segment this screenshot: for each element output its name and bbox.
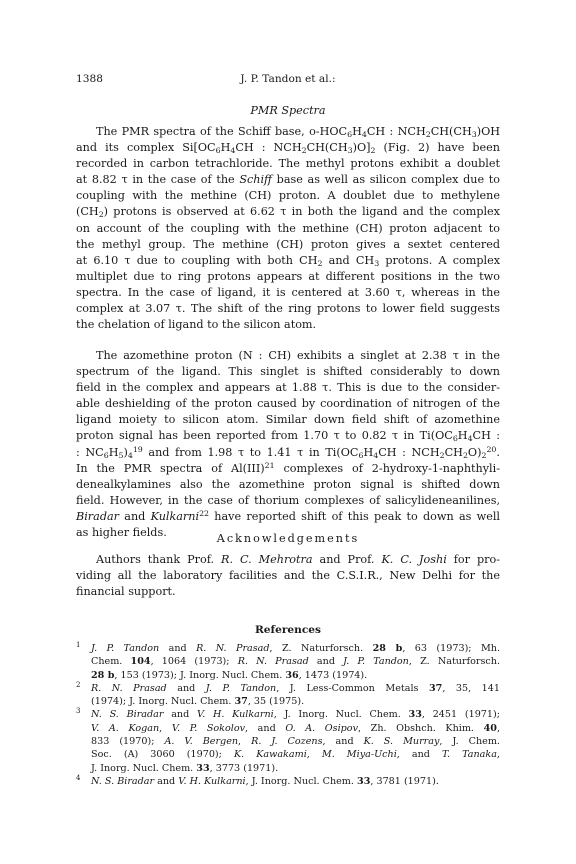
acknowledgements-text: Authors thank Prof. R. C. Mehrotra and Prof. K. C. Joshi for pro- viding all the laboratory facilities and the C.S.I.R., New Delhi for the financial support. [76, 553, 500, 599]
reference-item: 1 J. P. Tandon and R. N. Prasad, Z. Naturforsch. 28 b, 63 (1973); Mh. Chem. 104, 1064 (1973); R. N. Prasad and J. P. Tandon, Z. Naturforsch. 28 b, 153 (1973); J. Inorg. Nucl. Chem. 36, 1473 (1974). [76, 641, 501, 681]
reference-number: 3 [76, 707, 81, 716]
reference-item: 3 N. S. Biradar and V. H. Kulkarni, J. Inorg. Nucl. Chem. 33, 2451 (1971); V. A. Kogan, V. P. Sokolov, and O. A. Osipov, Zh. Obshch. Khim. 40, 833 (1970); A. V. Bergen, R. J. Cozens, and K. S. Murray, J. Chem. Soc. (A) 3060 (1970); K. Kawakami, M. Miya-Uchi, and T. Tanaka, J. Inorg. Nucl. Chem. 33, 3773 (1971). [76, 707, 500, 774]
reference-item: 2 R. N. Prasad and J. P. Tandon, J. Less-Common Metals 37, 35, 141 (1974); J. Inorg. Nucl. Chem. 37, 35 (1975). [76, 680, 500, 708]
reference-number: 1 [76, 641, 81, 649]
acknowledgements-heading: Acknowledgements [216, 532, 360, 545]
references-list [76, 642, 500, 788]
references-heading: References [254, 624, 322, 636]
paragraph-pmr-spectra: The PMR spectra of the Schiff base, $o-HOC_6H_4CH$ : $NCH_2CH(CH_3)OH$ and its complex $Si[OC_6H_4CH$ : $NCH_2CH(CH_3)O]_2$ (Fig. 2) have been recorded in carbon tetrachloride. The methyl protons exhibit a doublet at 8.82 τ in the case of the Schiff base as well as silicon complex due to coupling with the methine (CH) proton. A doublet due to methylene $(CH_2)$ protons is observed at 6.62 τ in both the ligand and the complex on account of the coupling with the methine (CH) proton adjacent to the methyl group. The methine (CH) proton gives a sextet centered at 6.10 τ due to coupling with both $CH_2$ and $CH_3$ protons. A complex multiplet due to ring protons appears at different positions in the two spectra. In the case of ligand, it is centered at 3.60 τ, whereas in the complex at 3.07 τ. The shift of the ring protons to lower field suggests the chelation of ligand to the silicon atom. [76, 125, 501, 332]
reference-item: 4 N. S. Biradar and V. H. Kulkarni, J. Inorg. Nucl. Chem. 33, 3781 (1971). [76, 773, 439, 787]
running-head: J. P. Tandon et al.: [240, 73, 336, 85]
paragraph-azomethine: The azomethine proton (N : CH) exhibits a singlet at 2.38 τ in the spectrum of the ligand. This singlet is shifted considerably to down field in the complex and appears at 1.88 τ. This is due to the consider- able deshielding of the proton caused by coordination of nitrogen of the ligand moiety to silicon atom. Similar down field shift of azomethine proton signal has been reported from 1.70 τ to 0.82 τ in $Ti(OC_6H_4CH$ : : $NC_6H_5)_4^{19}$ and from 1.98 τ to 1.41 τ in $Ti(OC_6H_4CH$ : $NCH_2CH_2O)_2^{20}$. In the PMR spectra of Al(III)$^{21}$ complexes of 2-hydroxy-1-naphthyli- denealkylamines also the azomethine proton signal is shifted down field. However, in the case of thorium complexes of salicylideneanilines, Biradar and Kulkarni$^{22}$ have reported shift of this peak to down as well as higher fields. [76, 349, 500, 540]
reference-number: 2 [76, 680, 81, 689]
reference-number: 4 [76, 773, 81, 782]
page-number: 1388 [76, 73, 103, 85]
section-title: PMR Spectra [250, 104, 326, 117]
page-header [76, 73, 500, 89]
